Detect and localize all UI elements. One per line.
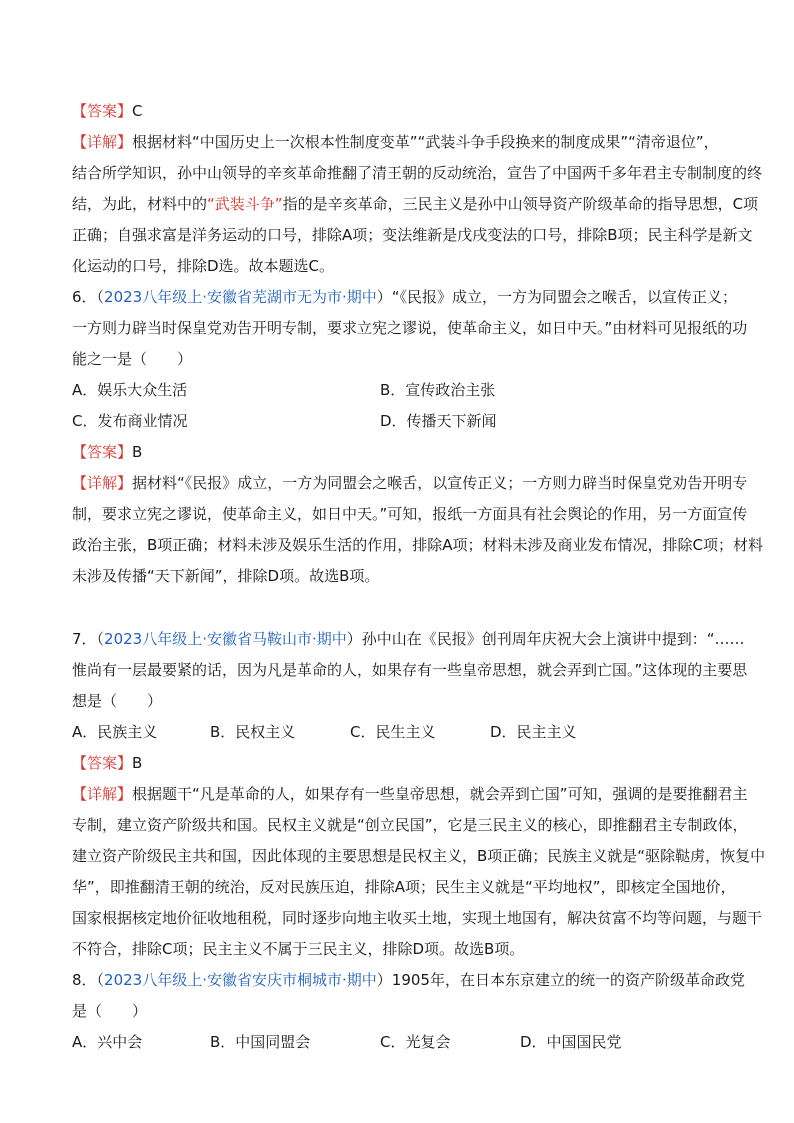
option-a: A．民族主义	[72, 723, 158, 741]
detail-line: 正确；自强求富是洋务运动的口号，排除A项；变法维新是戊戌变法的口号，排除B项；民主科学是新文	[72, 226, 753, 244]
option-b: B．民权主义	[210, 723, 296, 741]
detail-line: 国家根据核定地价征收地租税，同时逐步向地主收买土地，实现土地国有，解决贫富不均等问题，与题干	[72, 909, 763, 927]
detail-line: 不符合，排除C项；民主主义不属于三民主义，排除D项。故选B项。	[72, 940, 525, 958]
detail-line: 专制，建立资产阶级共和国。民权主义就是“创立民国”，它是三民主义的核心，即推翻君主专制政体，	[72, 816, 748, 834]
detail-line	[72, 132, 719, 152]
detail-tag: 【详解】	[72, 785, 133, 803]
option-c: C．发布商业情况	[72, 412, 188, 430]
detail-text: 指的是辛亥革命，三民主义是孙中山领导资产阶级革命的指导思想，C项	[282, 195, 759, 213]
question-source: 2023八年级上·安徽省芜湖市无为市·期中	[104, 288, 377, 306]
question-number: 8．（	[72, 971, 105, 989]
option-c: C．民生主义	[350, 723, 436, 741]
detail-tag: 【详解】	[72, 474, 133, 492]
question-number: 7．（	[72, 630, 105, 648]
answer-tag: 【答案】	[72, 443, 133, 461]
question-7-stem: 想是（ ）	[72, 692, 163, 710]
answer-line-7	[72, 753, 142, 773]
stem-text: “《民报》成立，一方为同盟会之喉舌，以宣传正义；	[391, 288, 738, 306]
answer-line-6	[72, 442, 142, 462]
option-b: B．宣传政治主张	[380, 381, 496, 399]
detail-tag: 【详解】	[72, 133, 133, 151]
detail-line: 结合所学知识，孙中山领导的辛亥革命推翻了清王朝的反动统治，宣告了中国两千多年君主专制制度的终	[72, 164, 763, 182]
option-a: A．兴中会	[72, 1033, 143, 1051]
detail-line	[72, 194, 758, 214]
answer-tag: 【答案】	[72, 754, 133, 772]
stem-text: 孙中山在《民报》创刊周年庆祝大会上演讲中提到：“……	[361, 630, 745, 648]
option-d: D．中国国民党	[520, 1033, 622, 1051]
detail-line: 华”，即推翻清王朝的统治，反对民族压迫，排除A项；民生主义就是“平均地权”，即核定全国地价，	[72, 878, 736, 896]
option-d: D．传播天下新闻	[380, 412, 497, 430]
detail-line: 化运动的口号，排除D选。故本题选C。	[72, 257, 335, 275]
detail-line: 未涉及传播“天下新闻”，排除D项。故选B项。	[72, 567, 380, 585]
answer-value: B	[132, 754, 143, 772]
answer-value: C	[132, 102, 143, 120]
detail-text: 据材料“《民报》成立，一方为同盟会之喉舌，以宣传正义；一方则力辟当时保皇党劝告开明专	[132, 474, 748, 492]
answer-line-5	[72, 101, 143, 121]
question-8-stem	[72, 970, 745, 990]
detail-line	[72, 473, 747, 493]
detail-line: 政治主张，B项正确；材料未涉及娱乐生活的作用，排除A项；材料未涉及商业发布情况，排除C项；材料	[72, 536, 764, 554]
question-7-stem: 惟尚有一层最要紧的话，因为凡是革命的人，如果存有一些皇帝思想，就会弄到亡国。”这体现的主要思	[72, 661, 748, 679]
question-source: 2023八年级上·安徽省安庆市桐城市·期中	[104, 971, 377, 989]
option-a: A．娱乐大众生活	[72, 381, 188, 399]
question-6-stem	[72, 287, 737, 307]
highlight-text: “武装斗争”	[207, 195, 283, 213]
question-6-stem: 能之一是（ ）	[72, 350, 193, 368]
paren-close: ）	[376, 971, 392, 989]
answer-tag: 【答案】	[72, 102, 133, 120]
question-7-stem	[72, 629, 745, 649]
detail-text: 结，为此，材料中的	[72, 195, 208, 213]
detail-line: 建立资产阶级民主共和国，因此体现的主要思想是民权主义，B项正确；民族主义就是“驱除鞑虏，恢复中	[72, 847, 766, 865]
answer-value: B	[132, 443, 143, 461]
detail-text: 根据题干“凡是革命的人，如果存有一些皇帝思想，就会弄到亡国”可知，强调的是要推翻君主	[132, 785, 748, 803]
detail-line: 制，要求立宪之谬说，使革命主义，如日中天。”可知，报纸一方面具有社会舆论的作用，另一方面宣传	[72, 505, 748, 523]
option-b: B．中国同盟会	[210, 1033, 311, 1051]
paren-close: ）	[346, 630, 362, 648]
detail-text: 根据材料“中国历史上一次根本性制度变革”“武装斗争手段换来的制度成果”“清帝退位”，	[132, 133, 719, 151]
option-c: C．光复会	[380, 1033, 451, 1051]
paren-close: ）	[376, 288, 392, 306]
option-d: D．民主主义	[490, 723, 577, 741]
detail-line	[72, 784, 748, 804]
question-8-stem: 是（ ）	[72, 1002, 148, 1020]
question-number: 6．（	[72, 288, 105, 306]
question-source: 2023八年级上·安徽省马鞍山市·期中	[104, 630, 347, 648]
stem-text: 1905年，在日本东京建立的统一的资产阶级革命政党	[391, 971, 745, 989]
question-6-stem: 一方则力辟当时保皇党劝告开明专制，要求立宪之谬说，使革命主义，如日中天。”由材料可见报纸的功	[72, 319, 748, 337]
